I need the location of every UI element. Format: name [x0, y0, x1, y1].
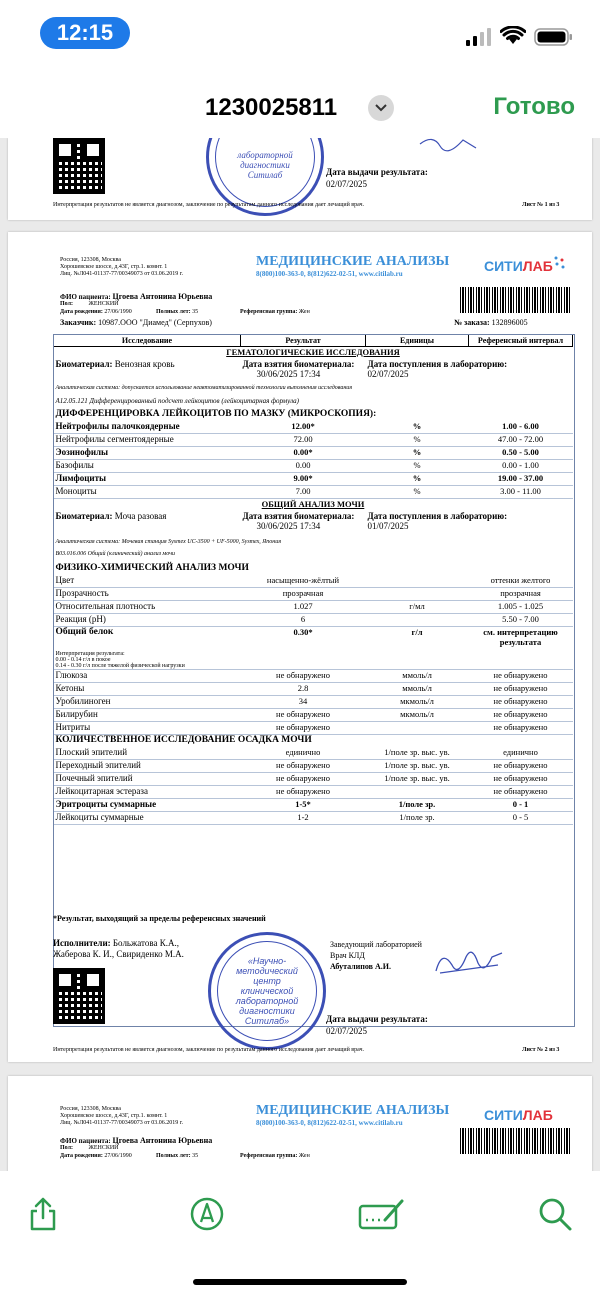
- table-row: Относительная плотность 1.027 г/мл 1.005 - 1.025: [54, 601, 573, 614]
- table-row: ОБЩИЙ АНАЛИЗ МОЧИ: [261, 499, 365, 509]
- table-row: Переходный эпителий не обнаружено 1/поле зр. выс. ув. не обнаружено: [54, 760, 573, 773]
- table-row: Кетоны 2.8 ммоль/л не обнаружено: [54, 683, 573, 696]
- document-title[interactable]: 1230025811: [205, 94, 338, 121]
- table-row: Эритроциты суммарные 1-5* 1/поле зр. 0 - 1: [54, 799, 573, 812]
- table-row: Глюкоза не обнаружено ммоль/л не обнаружено: [54, 670, 573, 683]
- table-row: Почечный эпителий не обнаружено 1/поле зр. выс. ув. не обнаружено: [54, 773, 573, 786]
- table-row: Биоматериал: Моча разовая Дата взятия биоматериала: 30/06/2025 17:34 Дата поступления в лабораторию: 01/07/2025: [55, 511, 508, 531]
- share-icon[interactable]: [25, 1196, 61, 1232]
- table-row: Уробилиноген 34 мкмоль/л не обнаружено: [54, 696, 573, 709]
- qr-code: [53, 968, 105, 1024]
- table-row: ДИФФЕРЕНЦИРОВКА ЛЕЙКОЦИТОВ ПО МАЗКУ (МИКРОСКОПИЯ):: [55, 409, 377, 419]
- table-row: Аналитическая система: Мочевая станция Sysmex UC-3500 + UF-5000, Sysmex, Япония: [55, 539, 282, 545]
- table-row: Биоматериал: Венозная кровь Дата взятия биоматериала: 30/06/2025 17:34 Дата поступления в лабораторию: 02/07/2025: [55, 359, 508, 379]
- order-barcode: [460, 287, 572, 313]
- citilab-logo: СИТИЛАБ: [484, 258, 553, 274]
- cellular-signal-icon: [466, 28, 492, 46]
- table-row: Плоский эпителий единично 1/поле зр. выс. ув. единично: [54, 747, 573, 760]
- table-row: Нейтрофилы палочкоядерные 12.00* % 1.00 - 6.00: [54, 421, 573, 434]
- table-row: Аналитическая система: допускается использование неавтоматизированной технологии выполнения исследования: [55, 385, 353, 391]
- table-row: Цвет насыщенно-жёлтый оттенки желтого: [54, 575, 573, 588]
- table-row: Лимфоциты 9.00* % 19.00 - 37.00: [54, 473, 573, 486]
- status-bar: [0, 0, 600, 70]
- signature-icon[interactable]: [357, 1196, 405, 1232]
- done-button[interactable]: Готово: [493, 93, 575, 120]
- pdf-viewer[interactable]: лабораторной диагностики Ситилаб Дата выдачи результата: 02/07/2025 Интерпретация результатов не является диагнозом, заключение по результатам данного исследования дает лечащий врач. Лист № 1 из 3 Россия, 123308, Москва Хорошевское шоссе, д.43Г, стр.1. комнт. 1 Лиц. №Л041-01137-77/00349073 от 03.06.2019 г. МЕДИЦИНСКИЕ АНАЛИЗЫ 8(800)100-363-0, 8(812)622-02-51, www.citilab.ru СИТИЛАБ ФИО пациента: Цгоева Антонина Юрьевна Пол: ЖЕНСКИЙ Дата рождения: 27/06/1990 Полных лет: 35 Референсная группа: Жен Заказчик: 10987.ООО "Диамед" (Серпухов) № заказа: 132896005 Исследование Результат Единицы Референсный интервал ГЕМАТОЛОГИЧЕСКИЕ ИССЛЕДОВАНИЯ Биоматериал: Венозная кровь Дата взятия биоматериала: 30/06/2025 17:34 Дата поступления в лабораторию: 02/07/2025 Аналитическая система: допускается использование неавтоматизированной технологии выполнения исследования A12.05.121 Дифференцированный подсчет лейкоцитов (лейкоцитарная формула) ДИФФЕРЕНЦИРОВКА ЛЕЙКОЦИТОВ ПО МАЗКУ (МИКРОСКОПИЯ): Нейтрофилы палочкоядерные 12.00* % 1.00 - 6.00 Нейтрофилы сегментоядерные 72.00 % 47.00 - 72.00 Эозинофилы 0.00* % 0.50 - 5.00 Базофилы 0.00 % 0.00 - 1.00 Лимфоциты 9.00* % 19.00 - 37.00 Моноциты 7.00 % 3.00 - 11.00 ОБЩИЙ АНАЛИЗ МОЧИ Биоматериал: Моча разовая Дата взятия биоматериала: 30/06/2025 17:34 Дата поступления в лабораторию: 01/07/2025 Аналитическая система: Мочевая станция Sysmex UC-3500 + UF-5000, Sysmex, Япония B03.016.006 Общий (клинический) анализ мочи ФИЗИКО-ХИМИЧЕСКИЙ АНАЛИЗ МОЧИ Цвет насыщенно-жёлтый оттенки желтого Прозрачность прозрачная прозрачная Относительная плотность 1.027 г/мл 1.005 - 1.025 Реакция (pH) 6 5.50 - 7.00 Общий белок 0.30* г/л см. интерпретацию результата Интерпретация результата: 0.00 - 0.14 г/л в покое 0.14 - 0.30 г/л после тяжелой физической нагрузки Глюкоза не обнаружено ммоль/л не обнаружено Кетоны 2.8 ммоль/л не обнаружено Уробилиноген 34 мкмоль/л не обнаружено Билирубин не обнаружено мкмоль/л не обнаружено Нитриты не обнаружено не обнаружено КОЛИЧЕСТВЕННОЕ ИССЛЕДОВАНИЕ ОСАДКА МОЧИ Плоский эпителий единично 1/поле зр. выс. ув. единично Переходный эпителий не обнаружено 1/поле зр. выс. ув. не обнаружено Почечный эпителий не обнаружено 1/поле зр. выс. ув. не обнаружено Лейкоцитарная эстераза не обнаружено не обнаружено Эритроциты суммарные 1-5* 1/поле зр. 0 - 1 Лейкоциты суммарные 1-2 1/поле зр. 0 - 5 *Результат, выходящий за пределы референсных значений Исполнители: Больжатова К.А., Жаберова К. И., Свириденко М.А. «Научно-методический центр клинической лабораторной диагностики Ситилаб» Заведующий лабораторией Врач КЛД Абуталипов А.И. Дата выдачи результата: 02/07/2025 Интерпретация результатов не является диагнозом, заключение по результатам данного исследования дает лечащий врач. Лист № 2 из 3 Россия, 123308, Москва Хорошевское шоссе, д.43Г, стр.1. комнт. 1 Лиц. №Л041-01137-77/00349073 от 03.06.2019 г. МЕДИЦИНСКИЕ АНАЛИЗЫ 8(800)100-363-0, 8(812)622-02-51, www.citilab.ru СИТИЛАБ ФИО пациента: Цгоева Антонина Юрьевна Пол: ЖЕНСКИЙ Дата рождения: 27/06/1990 Полных лет: 35 Референсная группа: Жен: [0, 138, 600, 1171]
- table-row: Прозрачность прозрачная прозрачная: [54, 588, 573, 601]
- table-row: Билирубин не обнаружено мкмоль/л не обнаружено: [54, 709, 573, 722]
- brand-title: МЕДИЦИНСКИЕ АНАЛИЗЫ: [256, 254, 450, 269]
- battery-icon: [534, 28, 574, 46]
- status-time[interactable]: 12:15: [40, 17, 130, 49]
- chevron-down-icon[interactable]: [368, 95, 394, 121]
- markup-icon[interactable]: [189, 1196, 225, 1232]
- signature-scribble: [418, 138, 478, 154]
- qr-code: [53, 138, 105, 194]
- pdf-page-1: лабораторной диагностики Ситилаб Дата выдачи результата: 02/07/2025 Интерпретация результатов не является диагнозом, заключение по результатам данного исследования дает лечащий врач. Лист № 1 из 3: [8, 138, 592, 220]
- table-row: [54, 531, 573, 539]
- table-row: КОЛИЧЕСТВЕННОЕ ИССЛЕДОВАНИЕ ОСАДКА МОЧИ: [55, 735, 312, 745]
- table-row: B03.016.006 Общий (клинический) анализ мочи: [55, 551, 175, 557]
- table-row: Реакция (pH) 6 5.50 - 7.00: [54, 614, 573, 627]
- table-row: Базофилы 0.00 % 0.00 - 1.00: [54, 460, 573, 473]
- table-row: Моноциты 7.00 % 3.00 - 11.00: [54, 486, 573, 499]
- signature-scribble: [432, 943, 504, 983]
- order-barcode: [460, 1128, 572, 1154]
- table-row: ФИЗИКО-ХИМИЧЕСКИЙ АНАЛИЗ МОЧИ: [55, 563, 249, 573]
- document-nav-bar: [0, 80, 600, 136]
- table-row: Нитриты не обнаружено не обнаружено: [54, 722, 573, 735]
- wifi-icon: [500, 26, 526, 46]
- home-indicator[interactable]: [193, 1279, 407, 1285]
- bottom-toolbar: [0, 1172, 600, 1252]
- search-icon[interactable]: [537, 1196, 573, 1232]
- table-row: ГЕМАТОЛОГИЧЕСКИЕ ИССЛЕДОВАНИЯ: [226, 347, 400, 357]
- lab-stamp: «Научно-методический центр клинической лабораторной диагностики Ситилаб»: [208, 932, 326, 1050]
- table-row: Эозинофилы 0.00* % 0.50 - 5.00: [54, 447, 573, 460]
- citilab-logo: СИТИЛАБ: [484, 1107, 553, 1123]
- table-row: A12.05.121 Дифференцированный подсчет лейкоцитов (лейкоцитарная формула): [55, 397, 300, 405]
- table-row: Нейтрофилы сегментоядерные 72.00 % 47.00 - 72.00: [54, 434, 573, 447]
- table-row: Лейкоцитарная эстераза не обнаружено не обнаружено: [54, 786, 573, 799]
- pdf-page-3: Россия, 123308, Москва Хорошевское шоссе, д.43Г, стр.1. комнт. 1 Лиц. №Л041-01137-77/00349073 от 03.06.2019 г. МЕДИЦИНСКИЕ АНАЛИЗЫ 8(800)100-363-0, 8(812)622-02-51, www.citilab.ru СИТИЛАБ ФИО пациента: Цгоева Антонина Юрьевна Пол: ЖЕНСКИЙ Дата рождения: 27/06/1990 Полных лет: 35 Референсная группа: Жен: [8, 1076, 592, 1171]
- pdf-page-2: Россия, 123308, Москва Хорошевское шоссе, д.43Г, стр.1. комнт. 1 Лиц. №Л041-01137-77/00349073 от 03.06.2019 г. МЕДИЦИНСКИЕ АНАЛИЗЫ 8(800)100-363-0, 8(812)622-02-51, www.citilab.ru СИТИЛАБ ФИО пациента: Цгоева Антонина Юрьевна Пол: ЖЕНСКИЙ Дата рождения: 27/06/1990 Полных лет: 35 Референсная группа: Жен Заказчик: 10987.ООО "Диамед" (Серпухов) № заказа: 132896005 Исследование Результат Единицы Референсный интервал ГЕМАТОЛОГИЧЕСКИЕ ИССЛЕДОВАНИЯ Биоматериал: Венозная кровь Дата взятия биоматериала: 30/06/2025 17:34 Дата поступления в лабораторию: 02/07/2025 Аналитическая система: допускается использование неавтоматизированной технологии выполнения исследования A12.05.121 Дифференцированный подсчет лейкоцитов (лейкоцитарная формула) ДИФФЕРЕНЦИРОВКА ЛЕЙКОЦИТОВ ПО МАЗКУ (МИКРОСКОПИЯ): Нейтрофилы палочкоядерные 12.00* % 1.00 - 6.00 Нейтрофилы сегментоядерные 72.00 % 47.00 - 72.00 Эозинофилы 0.00* % 0.50 - 5.00 Базофилы 0.00 % 0.00 - 1.00 Лимфоциты 9.00* % 19.00 - 37.00 Моноциты 7.00 % 3.00 - 11.00 ОБЩИЙ АНАЛИЗ МОЧИ Биоматериал: Моча разовая Дата взятия биоматериала: 30/06/2025 17:34 Дата поступления в лабораторию: 01/07/2025 Аналитическая система: Мочевая станция Sysmex UC-3500 + UF-5000, Sysmex, Япония B03.016.006 Общий (клинический) анализ мочи ФИЗИКО-ХИМИЧЕСКИЙ АНАЛИЗ МОЧИ Цвет насыщенно-жёлтый оттенки желтого Прозрачность прозрачная прозрачная Относительная плотность 1.027 г/мл 1.005 - 1.025 Реакция (pH) 6 5.50 - 7.00 Общий белок 0.30* г/л см. интерпретацию результата Интерпретация результата: 0.00 - 0.14 г/л в покое 0.14 - 0.30 г/л после тяжелой физической нагрузки Глюкоза не обнаружено ммоль/л не обнаружено Кетоны 2.8 ммоль/л не обнаружено Уробилиноген 34 мкмоль/л не обнаружено Билирубин не обнаружено мкмоль/л не обнаружено Нитриты не обнаружено не обнаружено КОЛИЧЕСТВЕННОЕ ИССЛЕДОВАНИЕ ОСАДКА МОЧИ Плоский эпителий единично 1/поле зр. выс. ув. единично Переходный эпителий не обнаружено 1/поле зр. выс. ув. не обнаружено Почечный эпителий не обнаружено 1/поле зр. выс. ув. не обнаружено Лейкоцитарная эстераза не обнаружено не обнаружено Эритроциты суммарные 1-5* 1/поле зр. 0 - 1 Лейкоциты суммарные 1-2 1/поле зр. 0 - 5: [8, 232, 592, 1062]
- table-row: Интерпретация результата: 0.00 - 0.14 г/л в покое 0.14 - 0.30 г/л после тяжелой физической нагрузки: [54, 647, 573, 670]
- results-table: Исследование Результат Единицы Референсный интервал ГЕМАТОЛОГИЧЕСКИЕ ИССЛЕДОВАНИЯ Биоматериал: Венозная кровь Дата взятия биоматериала: 30/06/2025 17:34 Дата поступления в лабораторию: 02/07/2025 Аналитическая система: допускается использование неавтоматизированной технологии выполнения исследования A12.05.121 Дифференцированный подсчет лейкоцитов (лейкоцитарная формула) ДИФФЕРЕНЦИРОВКА ЛЕЙКОЦИТОВ ПО МАЗКУ (МИКРОСКОПИЯ): Нейтрофилы палочкоядерные 12.00* % 1.00 - 6.00 Нейтрофилы сегментоядерные 72.00 % 47.00 - 72.00 Эозинофилы 0.00* % 0.50 - 5.00 Базофилы 0.00 % 0.00 - 1.00 Лимфоциты 9.00* % 19.00 - 37.00 Моноциты 7.00 % 3.00 - 11.00 ОБЩИЙ АНАЛИЗ МОЧИ Биоматериал: Моча разовая Дата взятия биоматериала: 30/06/2025 17:34 Дата поступления в лабораторию: 01/07/2025 Аналитическая система: Мочевая станция Sysmex UC-3500 + UF-5000, Sysmex, Япония B03.016.006 Общий (клинический) анализ мочи ФИЗИКО-ХИМИЧЕСКИЙ АНАЛИЗ МОЧИ Цвет насыщенно-жёлтый оттенки желтого Прозрачность прозрачная прозрачная Относительная плотность 1.027 г/мл 1.005 - 1.025 Реакция (pH) 6 5.50 - 7.00 Общий белок 0.30* г/л см. интерпретацию результата Интерпретация результата: 0.00 - 0.14 г/л в покое 0.14 - 0.30 г/л после тяжелой физической нагрузки Глюкоза не обнаружено ммоль/л не обнаружено Кетоны 2.8 ммоль/л не обнаружено Уробилиноген 34 мкмоль/л не обнаружено Билирубин не обнаружено мкмоль/л не обнаружено Нитриты не обнаружено не обнаружено КОЛИЧЕСТВЕННОЕ ИССЛЕДОВАНИЕ ОСАДКА МОЧИ Плоский эпителий единично 1/поле зр. выс. ув. единично Переходный эпителий не обнаружено 1/поле зр. выс. ув. не обнаружено Почечный эпителий не обнаружено 1/поле зр. выс. ув. не обнаружено Лейкоцитарная эстераза не обнаружено не обнаружено Эритроциты суммарные 1-5* 1/поле зр. 0 - 1 Лейкоциты суммарные 1-2 1/поле зр. 0 - 5: [53, 334, 573, 825]
- table-row: Лейкоциты суммарные 1-2 1/поле зр. 0 - 5: [54, 812, 573, 825]
- lab-stamp: лабораторной диагностики Ситилаб: [206, 138, 324, 216]
- logo-dots-icon: [553, 256, 565, 270]
- table-row: Общий белок 0.30* г/л см. интерпретацию результата: [55, 627, 558, 647]
